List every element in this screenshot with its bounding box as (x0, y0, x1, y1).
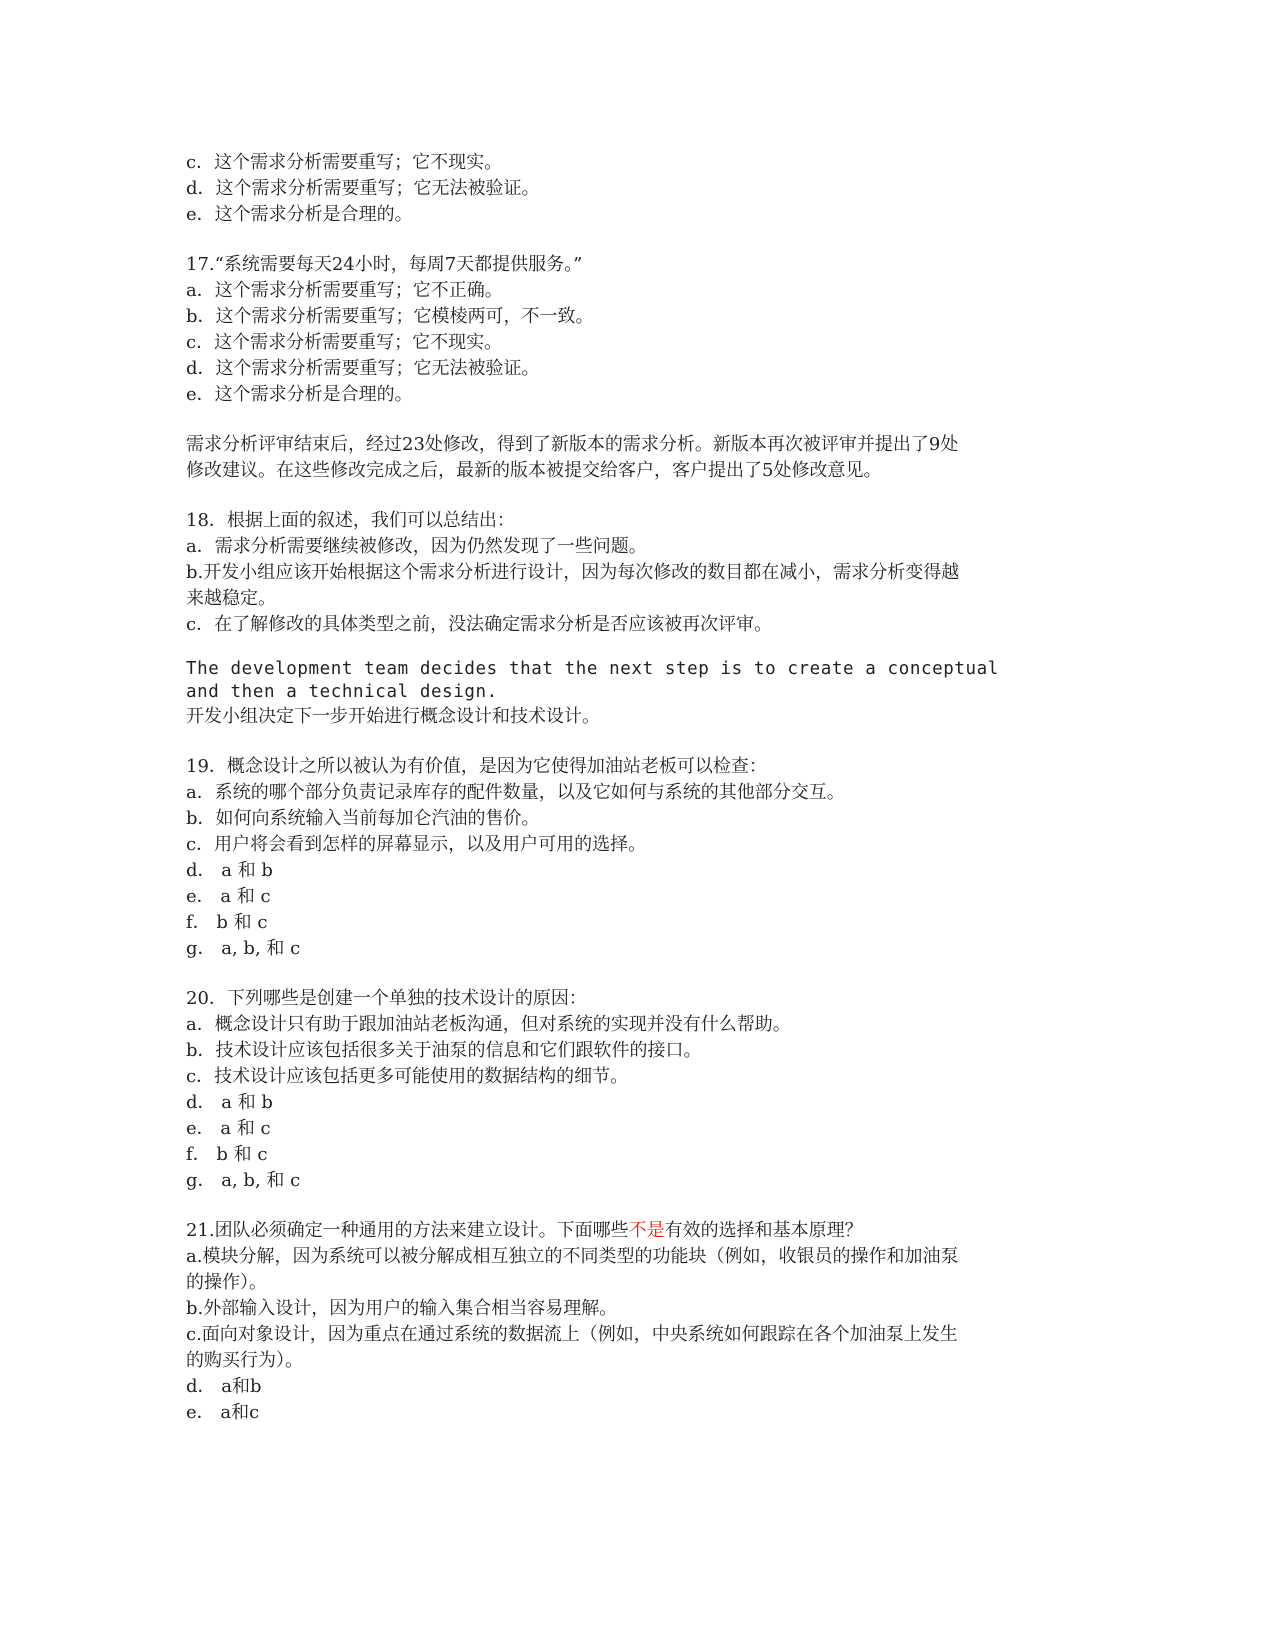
q16-option-c: c．这个需求分析需要重写；它不现实。 (186, 152, 503, 173)
q21-question-highlight: 不是 (628, 1220, 665, 1241)
q17-option-b: b．这个需求分析需要重写；它模棱两可，不一致。 (186, 306, 594, 327)
q21-option-c-line-2: 的购买行为）。 (186, 1350, 303, 1371)
q17-option-c: c．这个需求分析需要重写；它不现实。 (186, 332, 503, 353)
q21-option-a-line-1: a.模块分解，因为系统可以被分解成相互独立的不同类型的功能块（例如，收银员的操作和加油泵 (186, 1246, 959, 1267)
q19-option-g: g． a, b, 和 c (186, 938, 301, 959)
q21-question-pre: 21.团队必须确定一种通用的方法来建立设计。下面哪些 (186, 1220, 629, 1241)
q20-option-d: d． a 和 b (186, 1092, 273, 1113)
q17-option-e: e．这个需求分析是合理的。 (186, 384, 413, 405)
q18-option-b-line-2: 来越稳定。 (186, 588, 276, 609)
q19-option-b: b．如何向系统输入当前每加仑汽油的售价。 (186, 808, 540, 829)
q21-option-a-line-2: 的操作）。 (186, 1272, 267, 1293)
q17-question: 17.“系统需要每天24小时，每周7天都提供服务。” (186, 254, 583, 275)
passage-line-1: 需求分析评审结束后，经过23处修改，得到了新版本的需求分析。新版本再次被评审并提出了9处 (186, 434, 959, 455)
q18-option-c: c．在了解修改的具体类型之前，没法确定需求分析是否应该被再次评审。 (186, 614, 773, 635)
english-line-1: The development team decides that the next step is to create a conceptual (186, 659, 999, 679)
q21-option-d: d． a和b (186, 1376, 262, 1397)
q20-option-c: c．技术设计应该包括更多可能使用的数据结构的细节。 (186, 1066, 629, 1087)
q20-option-e: e． a 和 c (186, 1118, 271, 1139)
q20-option-f: f． b 和 c (186, 1144, 268, 1165)
english-translation: 开发小组决定下一步开始进行概念设计和技术设计。 (186, 706, 600, 727)
q19-option-e: e． a 和 c (186, 886, 271, 907)
q19-option-a: a．系统的哪个部分负责记录库存的配件数量，以及它如何与系统的其他部分交互。 (186, 782, 845, 803)
q18-question: 18．根据上面的叙述，我们可以总结出： (186, 510, 515, 531)
q19-option-c: c．用户将会看到怎样的屏幕显示，以及用户可用的选择。 (186, 834, 647, 855)
q21-question-post: 有效的选择和基本原理？ (664, 1220, 863, 1241)
q18-option-a: a．需求分析需要继续被修改，因为仍然发现了一些问题。 (186, 536, 647, 557)
q19-question: 19．概念设计之所以被认为有价值，是因为它使得加油站老板可以检查： (186, 756, 767, 777)
q20-option-a: a．概念设计只有助于跟加油站老板沟通，但对系统的实现并没有什么帮助。 (186, 1014, 791, 1035)
q21-option-c-line-1: c.面向对象设计，因为重点在通过系统的数据流上（例如，中央系统如何跟踪在各个加油泵上发生 (186, 1324, 958, 1345)
q16-option-d: d．这个需求分析需要重写；它无法被验证。 (186, 178, 540, 199)
q18-option-b-line-1: b.开发小组应该开始根据这个需求分析进行设计，因为每次修改的数目都在减小，需求分析变得越 (186, 562, 960, 583)
q17-option-d: d．这个需求分析需要重写；它无法被验证。 (186, 358, 540, 379)
q17-option-a: a．这个需求分析需要重写；它不正确。 (186, 280, 503, 301)
q21-question (186, 1218, 1086, 1244)
q16-option-e: e．这个需求分析是合理的。 (186, 204, 413, 225)
q20-option-g: g． a, b, 和 c (186, 1170, 301, 1191)
q21-option-b: b.外部输入设计，因为用户的输入集合相当容易理解。 (186, 1298, 618, 1319)
document-body (186, 150, 1086, 1426)
passage-line-2: 修改建议。在这些修改完成之后，最新的版本被提交给客户，客户提出了5处修改意见。 (186, 460, 882, 481)
q20-question: 20．下列哪些是创建一个单独的技术设计的原因： (186, 988, 587, 1009)
q19-option-d: d． a 和 b (186, 860, 273, 881)
q19-option-f: f． b 和 c (186, 912, 268, 933)
english-line-2: and then a technical design. (186, 682, 498, 702)
q20-option-b: b．技术设计应该包括很多关于油泵的信息和它们跟软件的接口。 (186, 1040, 702, 1061)
q21-option-e: e． a和c (186, 1402, 260, 1423)
